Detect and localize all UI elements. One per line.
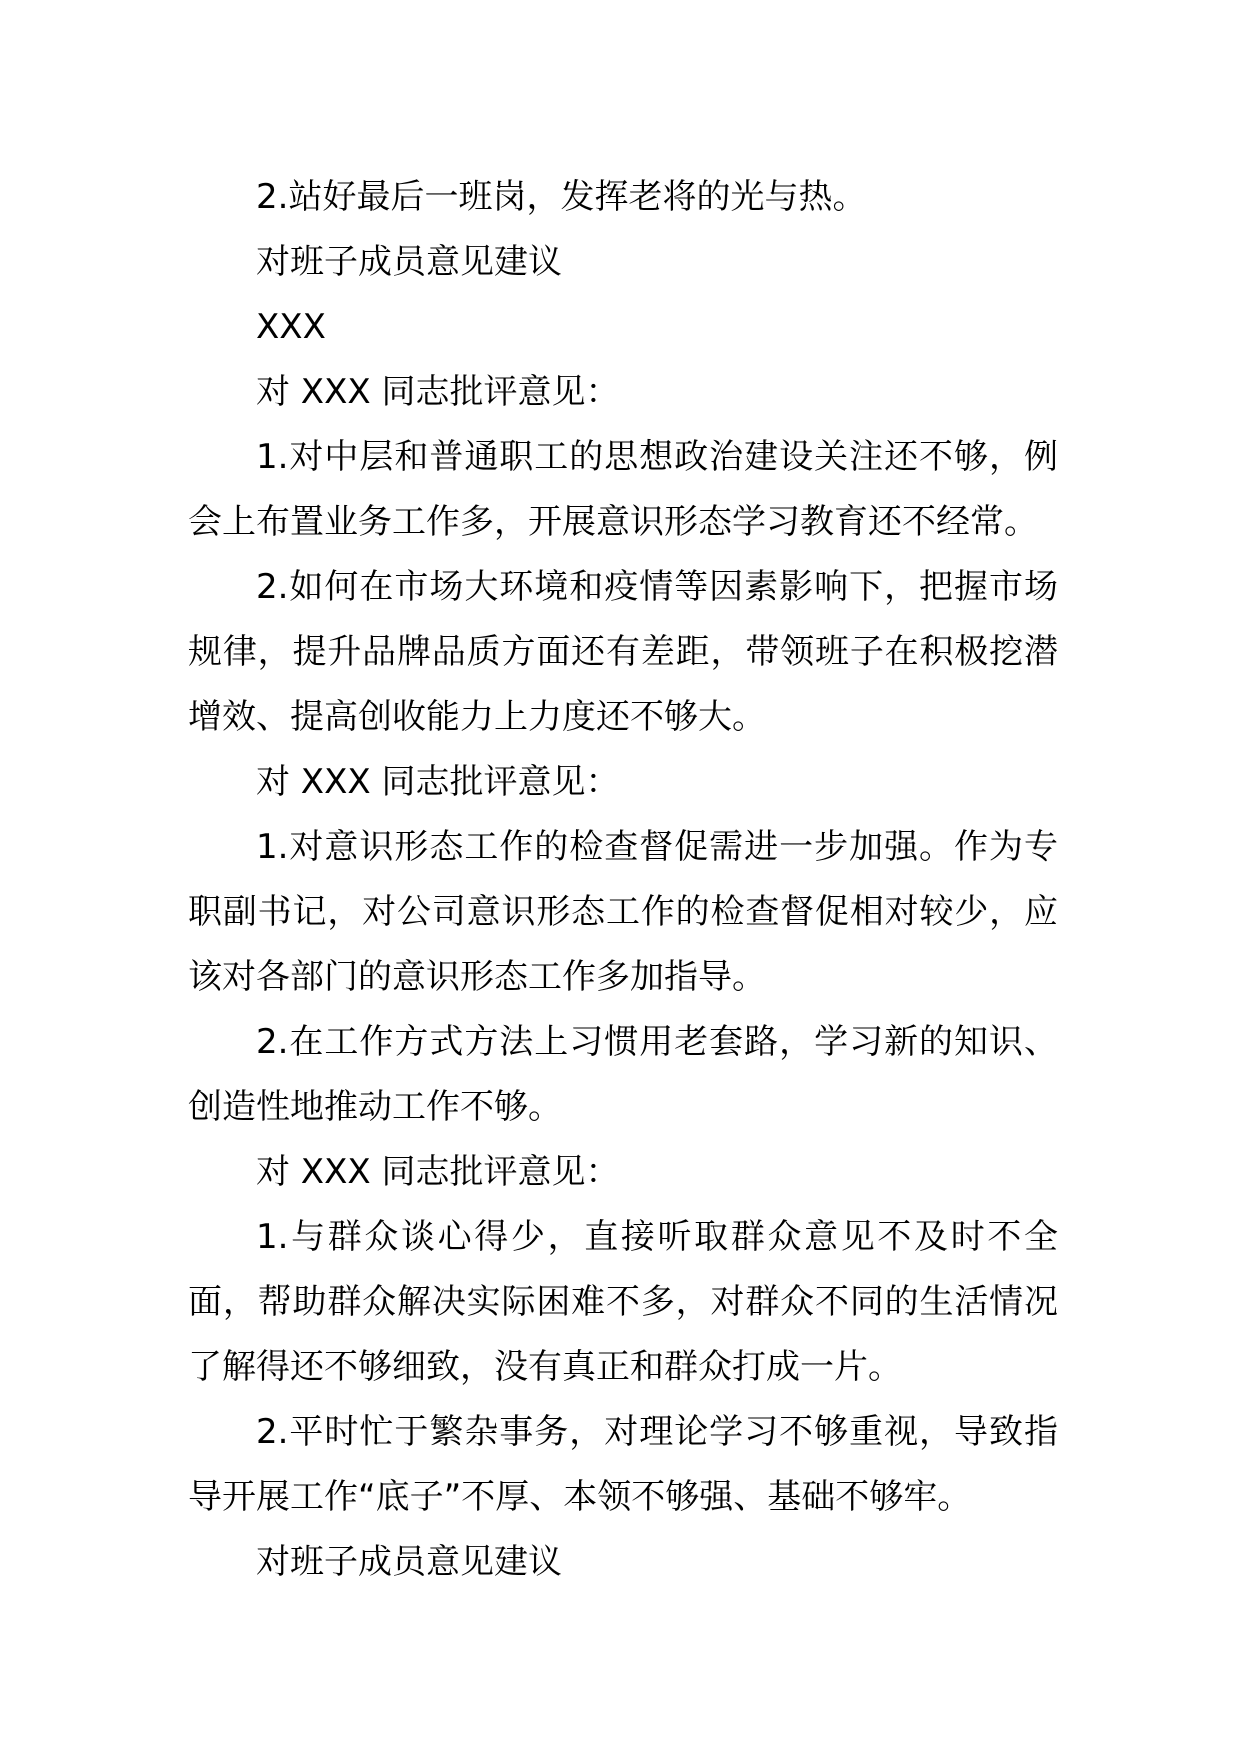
criticism-heading-2: 对 XXX 同志批评意见： — [256, 762, 620, 802]
section-heading-team-suggestions: 对班子成员意见建议 — [256, 242, 562, 282]
criticism-3-item-2: 2.平时忙于繁杂事务，对理论学习不够重视，导致指导开展工作“底子”不厚、本领不够强、基础不够牢。 — [188, 1412, 1058, 1517]
criticism-heading-3: 对 XXX 同志批评意见： — [256, 1152, 620, 1192]
document-body — [188, 165, 1058, 1595]
criticism-3-item-1: 1.与群众谈心得少，直接听取群众意见不及时不全面，帮助群众解决实际困难不多，对群众不同的生活情况了解得还不够细致，没有真正和群众打成一片。 — [188, 1217, 1058, 1387]
criticism-2-item-1: 1.对意识形态工作的检查督促需进一步加强。作为专职副书记，对公司意识形态工作的检查督促相对较少，应该对各部门的意识形态工作多加指导。 — [188, 827, 1058, 997]
criticism-2-item-2: 2.在工作方式方法上习惯用老套路，学习新的知识、创造性地推动工作不够。 — [188, 1022, 1058, 1127]
criticism-1-item-2: 2.如何在市场大环境和疫情等因素影响下，把握市场规律，提升品牌品质方面还有差距，带领班子在积极挖潜增效、提高创收能力上力度还不够大。 — [188, 567, 1058, 737]
criticism-heading-1: 对 XXX 同志批评意见： — [256, 372, 620, 412]
section-heading-team-suggestions-2: 对班子成员意见建议 — [256, 1542, 562, 1582]
criticism-1-item-1: 1.对中层和普通职工的思想政治建设关注还不够，例会上布置业务工作多，开展意识形态学习教育还不经常。 — [188, 437, 1058, 542]
paragraph-stay-last-post: 2.站好最后一班岗，发挥老将的光与热。 — [256, 177, 867, 217]
name-placeholder: XXX — [256, 307, 326, 347]
